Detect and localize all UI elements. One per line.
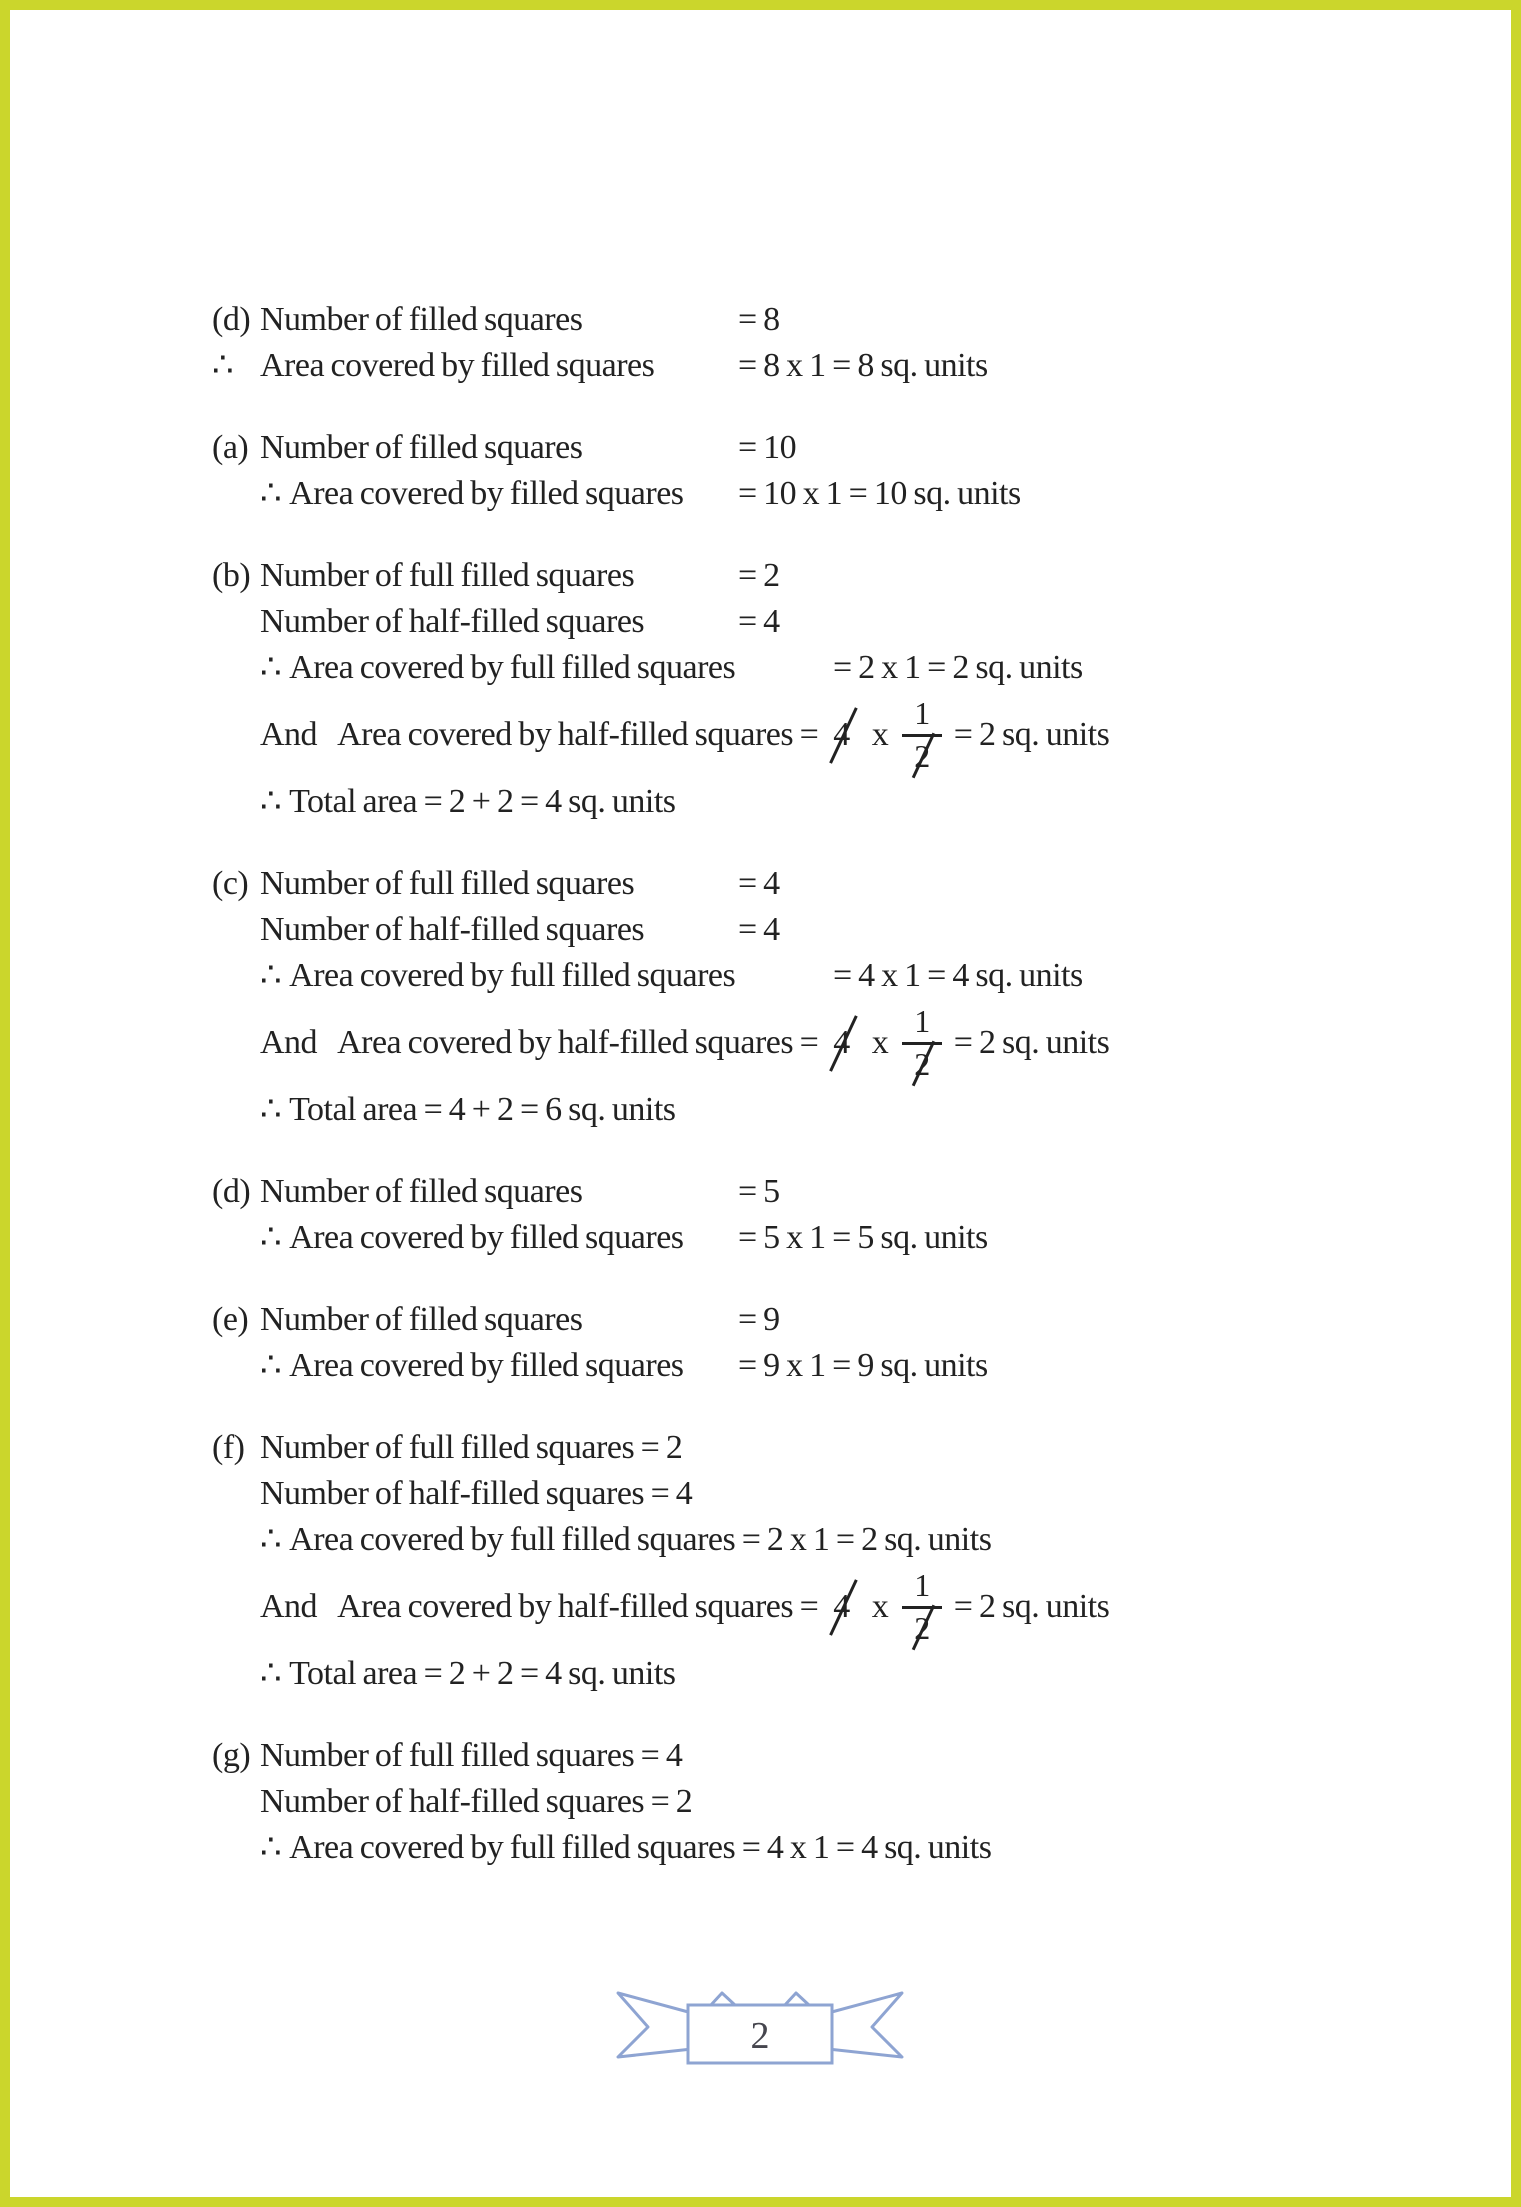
line-value: = 10 bbox=[738, 429, 797, 466]
line-value: = 4 bbox=[738, 911, 780, 948]
item-label: (f) bbox=[212, 1429, 245, 1466]
section-e bbox=[212, 1297, 1511, 1389]
ribbon-right-tail bbox=[828, 1993, 902, 2057]
line-text bbox=[260, 1517, 991, 1563]
solution-line bbox=[212, 297, 1511, 343]
solution-line bbox=[212, 599, 1511, 645]
section-c bbox=[212, 861, 1511, 1133]
ribbon-left-tail bbox=[618, 1993, 692, 2057]
line-text-body: Area covered by filled squares bbox=[289, 1347, 684, 1384]
line-value: = 2 bbox=[738, 557, 780, 594]
cancelled-number: 4 bbox=[833, 1020, 850, 1066]
fraction-denominator-cancelled: 2 bbox=[914, 1610, 930, 1646]
line-text-body: Area covered by filled squares bbox=[289, 1219, 684, 1256]
line-text: Number of half-filled squares = 2 bbox=[260, 1783, 693, 1820]
cancelled-number: 4 bbox=[833, 1584, 850, 1630]
therefore-symbol: ∴ bbox=[260, 783, 282, 820]
line-text bbox=[260, 1343, 684, 1389]
line-text bbox=[260, 1215, 684, 1261]
half-filled-equation-line bbox=[212, 1563, 1511, 1651]
solution-line bbox=[212, 1087, 1511, 1133]
solution-line bbox=[212, 1825, 1511, 1871]
solution-line bbox=[212, 1425, 1511, 1471]
therefore-symbol: ∴ bbox=[260, 957, 282, 994]
line-text-body: Total area = 4 + 2 = 6 sq. units bbox=[289, 1091, 676, 1128]
and-word: And bbox=[260, 716, 318, 753]
solution-line bbox=[212, 1733, 1511, 1779]
solution-line bbox=[212, 1169, 1511, 1215]
section-b bbox=[212, 553, 1511, 825]
line-text: Number of half-filled squares bbox=[260, 603, 645, 640]
line-value: = 2 x 1 = 2 sq. units bbox=[833, 649, 1083, 686]
therefore-symbol: ∴ bbox=[260, 1347, 282, 1384]
section-g bbox=[212, 1733, 1511, 1871]
solution-line bbox=[212, 1779, 1511, 1825]
equation-result: = 2 sq. units bbox=[953, 1024, 1110, 1061]
line-text: Number of filled squares bbox=[260, 1301, 583, 1338]
solution-line bbox=[212, 861, 1511, 907]
line-value: = 10 x 1 = 10 sq. units bbox=[738, 475, 1021, 512]
line-text: Area covered by half-filled squares = bbox=[337, 716, 819, 753]
solution-line bbox=[212, 343, 1511, 389]
item-label: (d) bbox=[212, 301, 251, 338]
half-filled-equation-line bbox=[212, 999, 1511, 1087]
fraction-numerator: 1 bbox=[902, 1004, 942, 1045]
multiplication-sign: x bbox=[871, 1588, 889, 1625]
line-text-body: Area covered by full filled squares = 4 x 1 = 4 sq. units bbox=[289, 1829, 992, 1866]
section-d-first bbox=[212, 297, 1511, 389]
line-value: = 5 x 1 = 5 sq. units bbox=[738, 1219, 988, 1256]
line-text: Number of half-filled squares bbox=[260, 911, 645, 948]
line-text: Number of full filled squares bbox=[260, 557, 635, 594]
line-text bbox=[260, 779, 676, 825]
section-a bbox=[212, 425, 1511, 517]
therefore-symbol: ∴ bbox=[260, 1829, 282, 1866]
line-text: Number of half-filled squares = 4 bbox=[260, 1475, 693, 1512]
therefore-symbol: ∴ bbox=[260, 1521, 282, 1558]
line-text: Number of full filled squares = 2 bbox=[260, 1429, 683, 1466]
line-text: Area covered by half-filled squares = bbox=[337, 1588, 819, 1625]
line-text bbox=[260, 1087, 676, 1133]
therefore-symbol: ∴ bbox=[260, 475, 282, 512]
solution-line bbox=[212, 645, 1511, 691]
fraction bbox=[902, 696, 942, 774]
item-label: (b) bbox=[212, 557, 251, 594]
line-text bbox=[260, 1825, 991, 1871]
line-text: Area covered by filled squares bbox=[260, 347, 655, 384]
therefore-symbol: ∴ bbox=[260, 649, 282, 686]
item-label: (g) bbox=[212, 1737, 251, 1774]
line-text-body: Area covered by full filled squares = 2 x 1 = 2 sq. units bbox=[289, 1521, 992, 1558]
and-word: And bbox=[260, 1024, 318, 1061]
solution-line bbox=[212, 907, 1511, 953]
line-value: = 9 x 1 = 9 sq. units bbox=[738, 1347, 988, 1384]
line-value: = 4 bbox=[738, 865, 780, 902]
solution-line bbox=[212, 1471, 1511, 1517]
line-value: = 4 bbox=[738, 603, 780, 640]
line-text bbox=[260, 1651, 676, 1697]
equation-result: = 2 sq. units bbox=[953, 716, 1110, 753]
fraction bbox=[902, 1004, 942, 1082]
line-text bbox=[260, 645, 735, 691]
solution-line bbox=[212, 1343, 1511, 1389]
therefore-symbol: ∴ bbox=[212, 347, 234, 384]
solution-line bbox=[212, 1651, 1511, 1697]
line-text-body: Area covered by filled squares bbox=[289, 475, 684, 512]
fraction-denominator-cancelled: 2 bbox=[914, 1046, 930, 1082]
line-value: = 5 bbox=[738, 1173, 780, 1210]
solution-line bbox=[212, 1215, 1511, 1261]
page-number-ribbon bbox=[610, 1983, 910, 2078]
line-text: Number of filled squares bbox=[260, 429, 583, 466]
fraction-denominator-cancelled: 2 bbox=[914, 738, 930, 774]
section-f bbox=[212, 1425, 1511, 1697]
line-text bbox=[260, 471, 684, 517]
and-word: And bbox=[260, 1588, 318, 1625]
page-number: 2 bbox=[750, 2015, 770, 2057]
line-value: = 9 bbox=[738, 1301, 780, 1338]
multiplication-sign: x bbox=[871, 1024, 889, 1061]
multiplication-sign: x bbox=[871, 716, 889, 753]
therefore-symbol: ∴ bbox=[260, 1219, 282, 1256]
solution-line bbox=[212, 553, 1511, 599]
line-text-body: Area covered by full filled squares bbox=[289, 957, 736, 994]
line-value: = 8 x 1 = 8 sq. units bbox=[738, 347, 988, 384]
line-value: = 4 x 1 = 4 sq. units bbox=[833, 957, 1083, 994]
line-text: Number of filled squares bbox=[260, 301, 583, 338]
solution-line bbox=[212, 779, 1511, 825]
cancelled-number: 4 bbox=[833, 712, 850, 758]
ribbon-banner-icon bbox=[610, 1983, 910, 2078]
fraction-numerator: 1 bbox=[902, 696, 942, 737]
solution-line bbox=[212, 1517, 1511, 1563]
fraction-numerator: 1 bbox=[902, 1568, 942, 1609]
solution-line bbox=[212, 1297, 1511, 1343]
item-label: (a) bbox=[212, 429, 249, 466]
item-label: (d) bbox=[212, 1173, 251, 1210]
line-text bbox=[260, 953, 735, 999]
equation-result: = 2 sq. units bbox=[953, 1588, 1110, 1625]
therefore-symbol: ∴ bbox=[260, 1091, 282, 1128]
fraction bbox=[902, 1568, 942, 1646]
line-text: Number of filled squares bbox=[260, 1173, 583, 1210]
solution-line bbox=[212, 425, 1511, 471]
therefore-symbol: ∴ bbox=[260, 1655, 282, 1692]
item-label: (c) bbox=[212, 865, 249, 902]
section-d-second bbox=[212, 1169, 1511, 1261]
half-filled-equation-line bbox=[212, 691, 1511, 779]
line-text: Number of full filled squares = 4 bbox=[260, 1737, 683, 1774]
line-text-body: Total area = 2 + 2 = 4 sq. units bbox=[289, 783, 676, 820]
line-text: Area covered by half-filled squares = bbox=[337, 1024, 819, 1061]
line-text-body: Area covered by full filled squares bbox=[289, 649, 736, 686]
line-text-body: Total area = 2 + 2 = 4 sq. units bbox=[289, 1655, 676, 1692]
solution-line bbox=[212, 953, 1511, 999]
item-label: (e) bbox=[212, 1301, 249, 1338]
solutions-content bbox=[10, 10, 1511, 1871]
line-value: = 8 bbox=[738, 301, 780, 338]
solution-line bbox=[212, 471, 1511, 517]
line-text: Number of full filled squares bbox=[260, 865, 635, 902]
